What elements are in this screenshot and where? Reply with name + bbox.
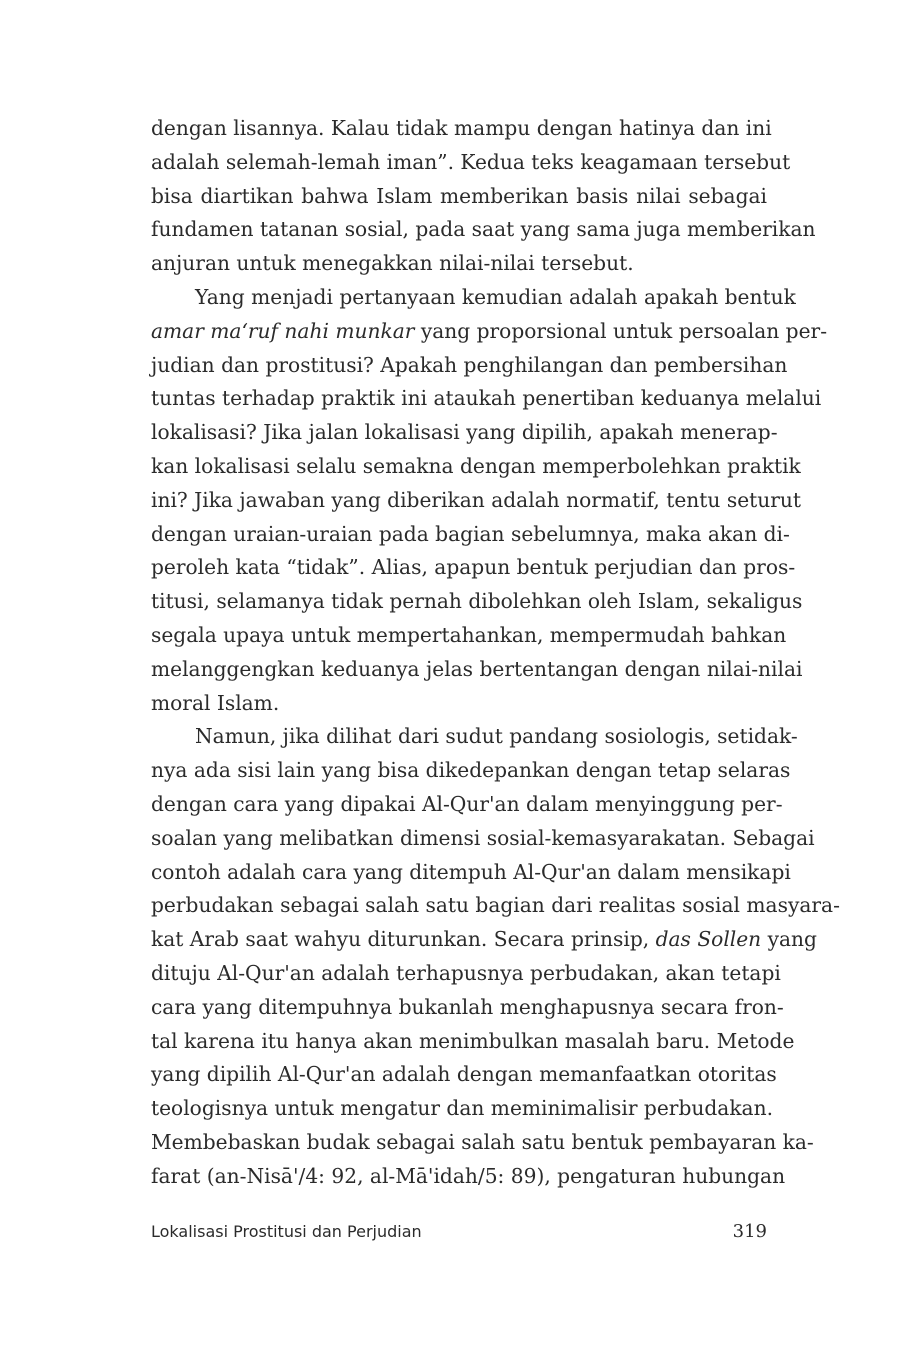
- text-segment: anjuran untuk menegakkan nilai-nilai tersebut.: [151, 251, 634, 276]
- text-line: [151, 585, 803, 619]
- italic-term: amar ma‘ruf nahi munkar: [151, 318, 415, 343]
- text-line: [151, 416, 778, 450]
- text-segment: judian dan prostitusi? Apakah penghilangan dan pembersihan: [151, 352, 788, 377]
- text-segment: yang: [761, 927, 817, 952]
- text-segment: Yang menjadi pertanyaan kemudian adalah apakah bentuk: [195, 284, 796, 309]
- text-segment: yang dipilih Al-Qur'an adalah dengan memanfaatkan otoritas: [151, 1062, 777, 1087]
- text-line: [151, 146, 791, 180]
- page-number: 319: [732, 1221, 767, 1242]
- text-line: [151, 687, 767, 721]
- text-segment: kan lokalisasi selalu semakna dengan memperbolehkan praktik: [151, 453, 801, 478]
- text-line: [151, 1160, 786, 1194]
- text-line: [151, 957, 781, 991]
- text-segment: moral Islam.: [151, 690, 280, 715]
- text-line: [151, 180, 767, 214]
- text-line: [151, 112, 772, 146]
- text-segment: soalan yang melibatkan dimensi sosial-kemasyarakatan. Sebagai: [151, 825, 815, 850]
- text-segment: tal karena itu hanya akan menimbulkan masalah baru. Metode: [151, 1028, 795, 1053]
- text-segment: teologisnya untuk mengatur dan meminimalisir perbudakan.: [151, 1096, 774, 1121]
- text-line: [151, 1025, 795, 1059]
- text-segment: perbudakan sebagai salah satu bagian dari realitas sosial masyara-: [151, 893, 840, 918]
- text-line: [151, 349, 788, 383]
- text-segment: fundamen tatanan sosial, pada saat yang sama juga memberikan: [151, 217, 816, 242]
- text-line: [151, 1092, 774, 1126]
- text-segment: titusi, selamanya tidak pernah dibolehkan oleh Islam, sekaligus: [151, 589, 803, 614]
- text-segment: dengan uraian-uraian pada bagian sebelumnya, maka akan di-: [151, 521, 790, 546]
- text-line: [151, 281, 796, 315]
- text-line: [151, 1058, 777, 1092]
- text-segment: segala upaya untuk mempertahankan, mempermudah bahkan: [151, 622, 787, 647]
- text-line: [151, 1126, 814, 1160]
- text-segment: kat Arab saat wahyu diturunkan. Secara prinsip,: [151, 927, 656, 952]
- text-line: [151, 856, 791, 890]
- text-line: [151, 889, 840, 923]
- text-segment: lokalisasi? Jika jalan lokalisasi yang dipilih, apakah menerap-: [151, 420, 778, 445]
- text-line: [151, 923, 817, 957]
- text-line: [151, 822, 815, 856]
- text-line: [151, 213, 816, 247]
- text-line: [151, 315, 828, 349]
- text-line: [151, 991, 784, 1025]
- text-segment: cara yang ditempuhnya bukanlah menghapusnya secara fron-: [151, 994, 784, 1019]
- text-line: [151, 450, 801, 484]
- text-segment: contoh adalah cara yang ditempuh Al-Qur'an dalam mensikapi: [151, 859, 791, 884]
- text-segment: ini? Jika jawaban yang diberikan adalah normatif, tentu seturut: [151, 487, 802, 512]
- text-segment: nya ada sisi lain yang bisa dikedepankan dengan tetap selaras: [151, 758, 791, 783]
- text-segment: peroleh kata “tidak”. Alias, apapun bentuk perjudian dan pros-: [151, 555, 796, 580]
- text-line: [151, 720, 798, 754]
- text-segment: Namun, jika dilihat dari sudut pandang sosiologis, setidak-: [195, 724, 798, 749]
- text-line: [151, 788, 783, 822]
- text-line: [151, 653, 803, 687]
- text-segment: farat (an-Nisā'/4: 92, al-Mā'idah/5: 89), pengaturan hubungan: [151, 1163, 786, 1188]
- text-line: [151, 619, 787, 653]
- text-line: [151, 754, 791, 788]
- body-text: [151, 112, 840, 1194]
- text-segment: dituju Al-Qur'an adalah terhapusnya perbudakan, akan tetapi: [151, 960, 781, 985]
- text-segment: melanggengkan keduanya jelas bertentangan dengan nilai-nilai: [151, 656, 803, 681]
- text-segment: tuntas terhadap praktik ini ataukah penertiban keduanya melalui: [151, 386, 822, 411]
- text-segment: yang proporsional untuk persoalan per-: [414, 318, 828, 343]
- text-line: [151, 247, 767, 281]
- text-segment: dengan cara yang dipakai Al-Qur'an dalam menyinggung per-: [151, 791, 783, 816]
- text-segment: dengan lisannya. Kalau tidak mampu dengan hatinya dan ini: [151, 116, 772, 140]
- text-line: [151, 551, 796, 585]
- text-line: [151, 484, 802, 518]
- running-title: Lokalisasi Prostitusi dan Perjudian: [151, 1222, 422, 1241]
- italic-term: das Sollen: [655, 927, 762, 952]
- text-segment: bisa diartikan bahwa Islam memberikan basis nilai sebagai: [151, 183, 767, 208]
- text-line: [151, 382, 822, 416]
- text-segment: Membebaskan budak sebagai salah satu bentuk pembayaran ka-: [151, 1129, 814, 1154]
- text-segment: adalah selemah-lemah iman”. Kedua teks keagamaan tersebut: [151, 149, 791, 174]
- text-line: [151, 518, 790, 552]
